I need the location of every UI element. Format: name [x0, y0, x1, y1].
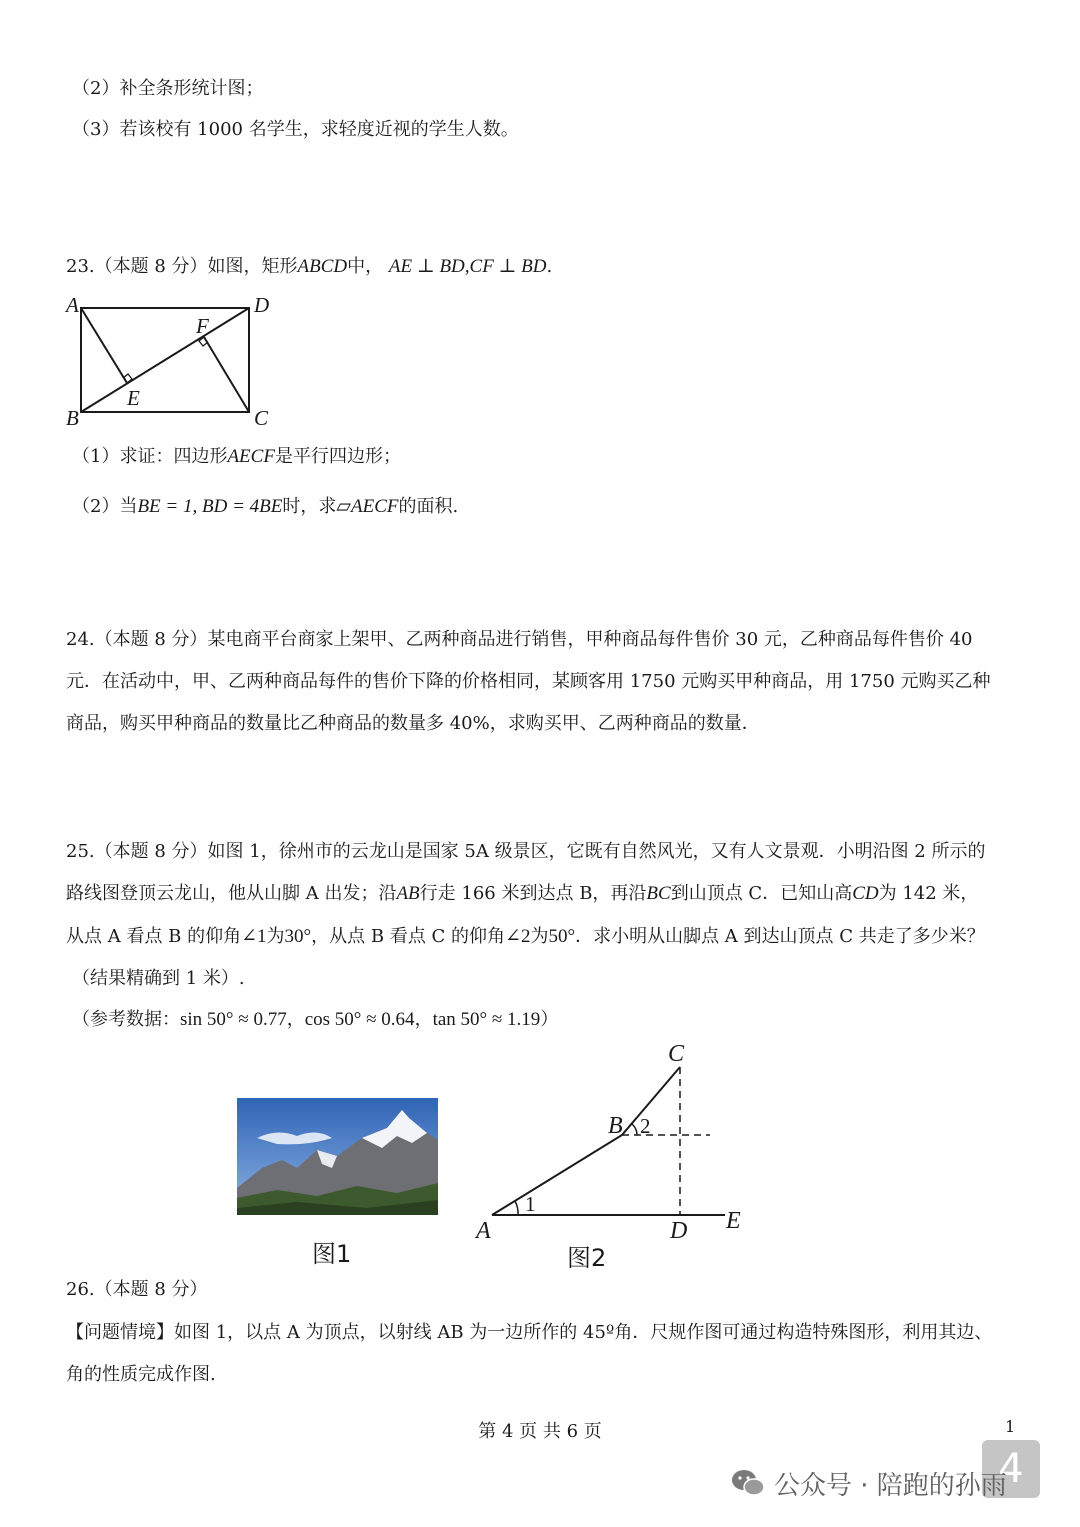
fig2-label-b: B: [608, 1113, 623, 1139]
q23-rectangle-figure: [60, 290, 280, 430]
page-number: 1: [1005, 1417, 1016, 1436]
q23-part2: （2）当BE = 1, BD = 4BE时，求▱AECF的面积.: [72, 496, 459, 517]
q26-line2: 角的性质完成作图.: [66, 1364, 216, 1385]
q22-part3: （3）若该校有 1000 名学生，求轻度近视的学生人数。: [72, 119, 519, 140]
q23-condition: AE ⊥ BD,CF ⊥ BD: [388, 256, 547, 277]
fig2-caption: 图2: [567, 1244, 607, 1272]
page-footer: 第 4 页 共 6 页: [478, 1421, 602, 1442]
q25-line3: 从点 A 看点 B 的仰角∠1为30°，从点 B 看点 C 的仰角∠2为50°．求小明从山脚点 A 到达山顶点 C 共走了多少米？: [66, 926, 985, 947]
q25-reference-data: （参考数据：sin 50° ≈ 0.77，cos 50° ≈ 0.64，tan 50° ≈ 1.19）: [72, 1009, 559, 1030]
watermark-text: 公众号 · 陪跑的孙雨: [774, 1470, 1007, 1501]
q22-part2: （2）补全条形统计图；: [72, 78, 264, 99]
q25-line1: 25.（本题 8 分）如图 1，徐州市的云龙山是国家 5A 级景区，它既有自然风光，又有人文景观．小明沿图 2 所示的: [66, 841, 986, 862]
q23-heading: 23.（本题 8 分）如图，矩形ABCD中， AE ⊥ BD,CF ⊥ BD.: [66, 256, 553, 277]
fig2-label-d: D: [670, 1218, 688, 1244]
watermark-badge: 4: [982, 1440, 1040, 1498]
q23-label-c: C: [254, 406, 269, 430]
fig2-angle-2: 2: [640, 1114, 651, 1138]
mountain-photo: [237, 1098, 438, 1215]
wechat-icon: [730, 1468, 766, 1498]
fig2-label-e: E: [726, 1208, 741, 1234]
q23-label-b: B: [66, 406, 79, 430]
q25-line4: （结果精确到 1 米）.: [72, 968, 245, 989]
q23-label-e: E: [127, 386, 140, 410]
q23-label-f: F: [196, 314, 209, 338]
fig2-label-a: A: [476, 1218, 491, 1244]
fig2-angle-1: 1: [525, 1192, 536, 1216]
q24-line2: 元．在活动中，甲、乙两种商品每件的售价下降的价格相同，某顾客用 1750 元购买甲种商品，用 1750 元购买乙种: [66, 671, 991, 692]
fig2-label-c: C: [668, 1041, 685, 1067]
q26-heading: 26.（本题 8 分）: [66, 1279, 208, 1300]
q25-route-figure: [470, 1035, 760, 1250]
q23-label-d: D: [254, 293, 270, 317]
watermark: [730, 1463, 1007, 1503]
q25-line2: 路线图登顶云龙山，他从山脚 A 出发；沿AB行走 166 米到达点 B，再沿BC到山顶点 C．已知山高CD为 142 米，: [66, 883, 979, 904]
q23-part1: （1）求证：四边形AECF是平行四边形；: [72, 446, 401, 467]
q23-label-a: A: [66, 293, 79, 317]
fig1-caption: 图1: [312, 1240, 352, 1268]
q26-line1: 【问题情境】如图 1，以点 A 为顶点，以射线 AB 为一边所作的 45º角．尺规作图可通过构造特殊图形，利用其边、: [66, 1322, 993, 1343]
q24-line3: 商品，购买甲种商品的数量比乙种商品的数量多 40%，求购买甲、乙两种商品的数量．: [66, 713, 760, 734]
q24-line1: 24.（本题 8 分）某电商平台商家上架甲、乙两种商品进行销售，甲种商品每件售价 30 元，乙种商品每件售价 40: [66, 629, 973, 650]
